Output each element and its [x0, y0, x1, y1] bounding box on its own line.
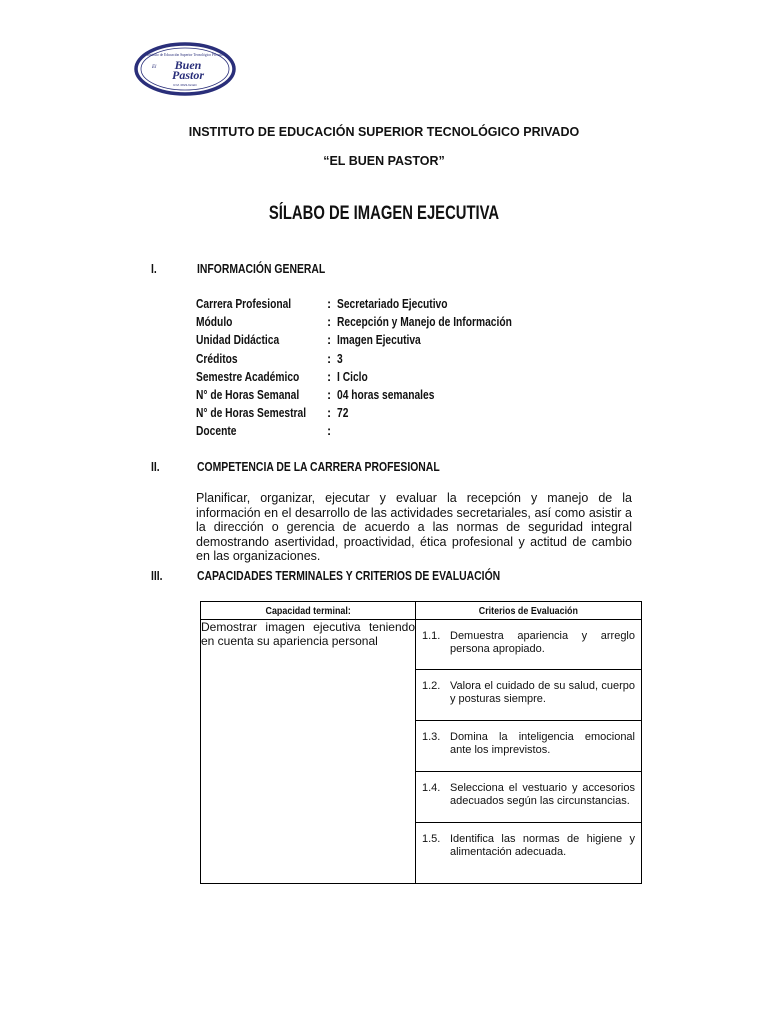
info-value: Recepción y Manejo de Información [337, 315, 512, 330]
criterio-cell [416, 670, 642, 721]
section-number: II. [151, 459, 160, 474]
criterio-number: 1.5. [422, 833, 441, 845]
criterio-number: 1.3. [422, 731, 441, 743]
info-value: 72 [337, 406, 349, 421]
criterio-number: 1.1. [422, 630, 441, 642]
info-row-carrera [196, 297, 616, 315]
info-key: Módulo [196, 315, 233, 330]
info-value: Secretariado Ejecutivo [337, 297, 448, 311]
info-key: N° de Horas Semanal [196, 387, 300, 402]
criterio-text: Domina la inteligencia emocional ante los imprevistos. [450, 731, 635, 756]
document-title: SÍLABO DE IMAGEN EJECUTIVA [268, 203, 500, 224]
info-value: 04 horas semanales [337, 387, 435, 402]
info-value: Imagen Ejecutiva [337, 333, 421, 348]
info-key: Unidad Didáctica [196, 333, 280, 348]
header-criterios-label: Criterios de Evaluación [478, 604, 579, 617]
criterio-cell [416, 620, 642, 670]
section-title: CAPACIDADES TERMINALES Y CRITERIOS DE EVALUACIÓN [197, 568, 501, 583]
criterio-text: Identifica las normas de higiene y alimentación adecuada. [450, 833, 635, 858]
institution-short-name: “EL BUEN PASTOR” [323, 154, 445, 168]
header-capacidad-label: Capacidad terminal: [265, 604, 351, 617]
info-separator: : [327, 406, 332, 421]
info-separator: : [327, 315, 332, 330]
info-key: Semestre Académico [196, 369, 300, 384]
logo-text-top: Instituto de Educación Superior Tecnológico Privado [146, 53, 224, 57]
info-row-creditos [196, 352, 616, 370]
info-separator: : [327, 297, 332, 311]
criterio-cell [416, 772, 642, 823]
info-value: I Ciclo [337, 369, 368, 384]
section-title: COMPETENCIA DE LA CARRERA PROFESIONAL [197, 459, 440, 474]
table-header-row [201, 602, 642, 620]
criterio-number: 1.4. [422, 782, 441, 794]
info-separator: : [327, 351, 332, 366]
criterio-text: Selecciona el vestuario y accesorios adecuados según las circunstancias. [450, 782, 635, 807]
logo-text-bottom: R.M. 0823-92-ED [173, 83, 197, 87]
info-separator: : [327, 424, 332, 439]
capacidad-cell: Demostrar imagen ejecutiva teniendo en cuenta su apariencia personal [201, 620, 416, 884]
info-row-docente [196, 424, 616, 442]
info-key: N° de Horas Semestral [196, 406, 307, 421]
criterio-cell [416, 823, 642, 884]
capacidades-table [200, 601, 642, 884]
institution-name: INSTITUTO DE EDUCACIÓN SUPERIOR TECNOLÓGICO PRIVADO [188, 125, 580, 139]
section-number: III. [151, 568, 163, 583]
header-capacidad [201, 602, 416, 620]
info-row-unidad [196, 333, 616, 351]
criterio-number: 1.2. [422, 680, 441, 692]
info-key: Docente [196, 424, 237, 439]
section-number: I. [151, 261, 157, 276]
info-separator: : [327, 387, 332, 402]
criterio-text: Demuestra apariencia y arreglo persona apropiado. [450, 630, 635, 655]
header-criterios [416, 602, 642, 620]
info-row-horas-semestral [196, 406, 616, 424]
criterio-cell [416, 721, 642, 772]
competencia-paragraph: Planificar, organizar, ejecutar y evaluar la recepción y manejo de la información en el desarrollo de las actividades secretariales, así como asistir a la dirección o gerencia de acuerdo a las normas de seguridad integral demostrando asertividad, proactividad, ética profesional y actitud de cambio en las organizaciones. [196, 491, 632, 563]
logo-text-prefix: El [152, 65, 157, 70]
section-title: INFORMACIÓN GENERAL [197, 261, 326, 276]
info-separator: : [327, 369, 332, 384]
info-row-modulo [196, 315, 616, 333]
info-row-semestre [196, 370, 616, 388]
info-value: 3 [337, 351, 343, 366]
logo-emblem [134, 42, 236, 96]
logo-text-main2: Pastor [171, 68, 205, 82]
info-separator: : [327, 333, 332, 348]
table-row [201, 620, 642, 670]
info-row-horas-semanal [196, 388, 616, 406]
info-key: Carrera Profesional [196, 297, 292, 311]
institution-logo [134, 42, 236, 96]
criterio-text: Valora el cuidado de su salud, cuerpo y posturas siempre. [450, 680, 635, 705]
logo-text-main1: Buen [174, 58, 202, 72]
general-info-list [196, 297, 616, 443]
info-key: Créditos [196, 351, 238, 366]
